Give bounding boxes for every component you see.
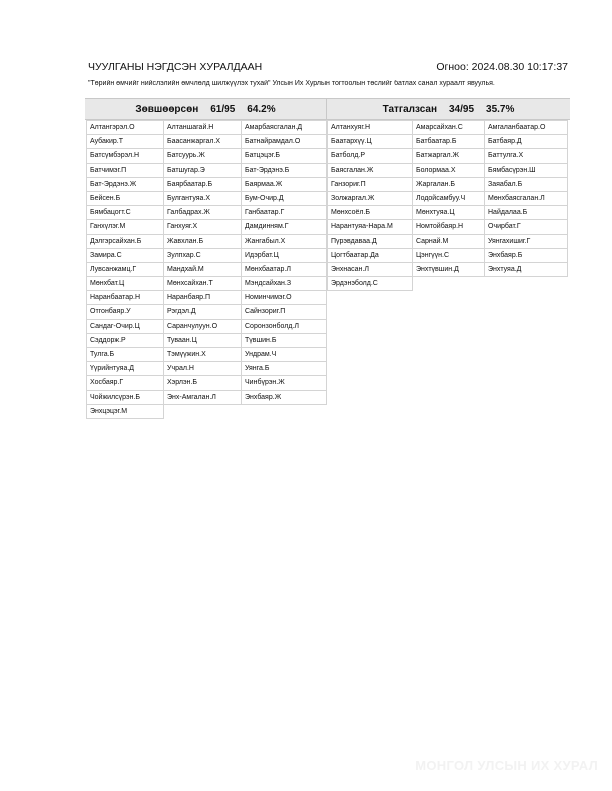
voter-name: Ганзориг.П: [327, 178, 413, 192]
voter-name: Номинчимэг.О: [242, 291, 327, 305]
no-voters-table: [327, 120, 568, 291]
empty-cell: [485, 277, 568, 291]
voter-name: Түвшин.Б: [242, 334, 327, 348]
voter-name: Батсуурь.Ж: [164, 149, 242, 163]
voter-name: Бямбацогт.С: [86, 206, 164, 220]
yes-label: Зөвшөөрсөн: [135, 103, 199, 115]
voter-name: Энх-Амгалан.Л: [164, 391, 242, 405]
parliament-watermark: МОНГОЛ УЛСЫН ИХ ХУРАЛ: [415, 758, 598, 773]
voter-name: Галбадрах.Ж: [164, 206, 242, 220]
voter-name: Баатархүү.Ц: [327, 135, 413, 149]
voter-name: Мэндсайхан.З: [242, 277, 327, 291]
voter-name: Дэлгэрсайхан.Б: [86, 235, 164, 249]
voter-name: Батбаяр.Д: [485, 135, 568, 149]
voter-name: Амарсайхан.С: [413, 121, 485, 135]
voter-name: Найдалаа.Б: [485, 206, 568, 220]
voter-name: Лувсанжамц.Г: [86, 263, 164, 277]
voter-name: Жангабыл.Х: [242, 235, 327, 249]
voter-name: Баттулга.Х: [485, 149, 568, 163]
document-title: ЧУУЛГАНЫ НЭГДСЭН ХУРАЛДААН: [88, 61, 263, 73]
voter-name: Очирбат.Г: [485, 220, 568, 234]
voter-name: Отгонбаяр.У: [86, 305, 164, 319]
voter-name: Бум-Очир.Д: [242, 192, 327, 206]
voter-name: Ундрам.Ч: [242, 348, 327, 362]
voter-name: Болормаа.Х: [413, 164, 485, 178]
no-summary: [327, 99, 570, 119]
voter-name: Батбаатар.Б: [413, 135, 485, 149]
no-label: Татгалзсан: [382, 103, 437, 115]
voter-name: Саранчулуун.О: [164, 320, 242, 334]
voter-name: Чинбүрэн.Ж: [242, 376, 327, 390]
voter-name: Энхцэцэг.М: [86, 405, 164, 419]
voter-name: Жавхлан.Б: [164, 235, 242, 249]
voter-name: Алтаншагай.Н: [164, 121, 242, 135]
voter-name: Мөнхсоёл.Б: [327, 206, 413, 220]
voter-name: Энхбаяр.Б: [485, 249, 568, 263]
voter-name: Энхбаяр.Ж: [242, 391, 327, 405]
voter-name: Рэгдэл.Д: [164, 305, 242, 319]
voter-name: Баясгалан.Ж: [327, 164, 413, 178]
voter-name: Сайнзориг.П: [242, 305, 327, 319]
vote-summary-bar: [85, 98, 570, 120]
voter-name: Соронзонболд.Л: [242, 320, 327, 334]
voter-name: Эрдэнэболд.С: [327, 277, 413, 291]
voter-name: Сэддорж.Р: [86, 334, 164, 348]
voter-name: Баасанжаргал.Х: [164, 135, 242, 149]
voter-name: Учрал.Н: [164, 362, 242, 376]
voter-name: Уянга.Б: [242, 362, 327, 376]
yes-count: 61/95: [210, 103, 236, 115]
voter-name: Амарбаясгалан.Д: [242, 121, 327, 135]
voter-name: Золжаргал.Ж: [327, 192, 413, 206]
voter-name: Лодойсамбуу.Ч: [413, 192, 485, 206]
voter-name: Цэнгүүн.С: [413, 249, 485, 263]
voter-name: Замира.С: [86, 249, 164, 263]
empty-cell: [413, 277, 485, 291]
voter-name: Батчимэг.П: [86, 164, 164, 178]
voter-name: Сандаг-Очир.Ц: [86, 320, 164, 334]
voter-name: Заяабал.Б: [485, 178, 568, 192]
voter-name: Уянгахишиг.Г: [485, 235, 568, 249]
voter-name: Баярмаа.Ж: [242, 178, 327, 192]
voter-name: Алтангэрэл.О: [86, 121, 164, 135]
voter-name: Туваан.Ц: [164, 334, 242, 348]
voter-name: Мөнхбаясгалан.Л: [485, 192, 568, 206]
voter-name: Пүрэвдаваа.Д: [327, 235, 413, 249]
voter-name: Хэрлэн.Б: [164, 376, 242, 390]
document-date: Огноо: 2024.08.30 10:17:37: [436, 61, 568, 73]
voter-name: Бат-Эрдэнэ.Б: [242, 164, 327, 178]
voter-name: Энхтуяа.Д: [485, 263, 568, 277]
voter-name: Хосбаяр.Г: [86, 376, 164, 390]
voter-name: Батсүмбэрэл.Н: [86, 149, 164, 163]
voter-name: Жаргалан.Б: [413, 178, 485, 192]
voter-name: Алтанхуяг.Н: [327, 121, 413, 135]
voter-name: Батболд.Р: [327, 149, 413, 163]
voter-name: Батцэцэг.Б: [242, 149, 327, 163]
voter-name: Дамдинням.Г: [242, 220, 327, 234]
voter-name: Цогтбаатар.Да: [327, 249, 413, 263]
voter-name: Зулпхар.С: [164, 249, 242, 263]
voter-name: Тэмүүжин.Х: [164, 348, 242, 362]
voter-name: Чойжилсүрэн.Б: [86, 391, 164, 405]
voter-name: Булгантуяа.Х: [164, 192, 242, 206]
document-header: [88, 61, 568, 73]
voter-name: Ганхүлэг.М: [86, 220, 164, 234]
voter-name: Тулга.Б: [86, 348, 164, 362]
voter-name: Мандхай.М: [164, 263, 242, 277]
voter-name: Батнайрамдал.О: [242, 135, 327, 149]
voter-name: Бямбасүрэн.Ш: [485, 164, 568, 178]
voter-name: Мөнхтуяа.Ц: [413, 206, 485, 220]
voter-name: Батжаргал.Ж: [413, 149, 485, 163]
voter-name: Бат-Эрдэнэ.Ж: [86, 178, 164, 192]
agenda-subtitle: "Төрийн өмчийг нийслэлийн өмчлөлд шилжүүлэх тухай" Улсын Их Хурлын тогтоолын төслийг батлах санал хураалт явуулья.: [88, 80, 495, 87]
empty-cell: [242, 405, 327, 419]
no-count: 34/95: [449, 103, 475, 115]
voter-name: Нарантуяа-Нара.М: [327, 220, 413, 234]
voter-name: Бейсен.Б: [86, 192, 164, 206]
empty-cell: [164, 405, 242, 419]
yes-voters-table: [86, 120, 327, 419]
voter-name: Ганбаатар.Г: [242, 206, 327, 220]
voter-name: Баярбаатар.Б: [164, 178, 242, 192]
voter-name: Мөнхсайхан.Т: [164, 277, 242, 291]
voter-name: Батшугар.Э: [164, 164, 242, 178]
no-percent: 35.7%: [486, 103, 515, 115]
voter-name: Энхнасан.Л: [327, 263, 413, 277]
voter-name: Мөнхбат.Ц: [86, 277, 164, 291]
voter-name: Аубакир.Т: [86, 135, 164, 149]
yes-percent: 64.2%: [247, 103, 276, 115]
voter-name: Номтойбаяр.Н: [413, 220, 485, 234]
yes-summary: [85, 99, 327, 119]
voter-name: Ганхуяг.Х: [164, 220, 242, 234]
voter-name: Амгаланбаатар.О: [485, 121, 568, 135]
voter-name: Наранбаатар.Н: [86, 291, 164, 305]
voter-name: Идэрбат.Ц: [242, 249, 327, 263]
voter-name: Үүрийнтуяа.Д: [86, 362, 164, 376]
voter-name: Наранбаяр.П: [164, 291, 242, 305]
voter-name: Энхтүвшин.Д: [413, 263, 485, 277]
voter-name: Сарнай.М: [413, 235, 485, 249]
voter-name: Мөнхбаатар.Л: [242, 263, 327, 277]
